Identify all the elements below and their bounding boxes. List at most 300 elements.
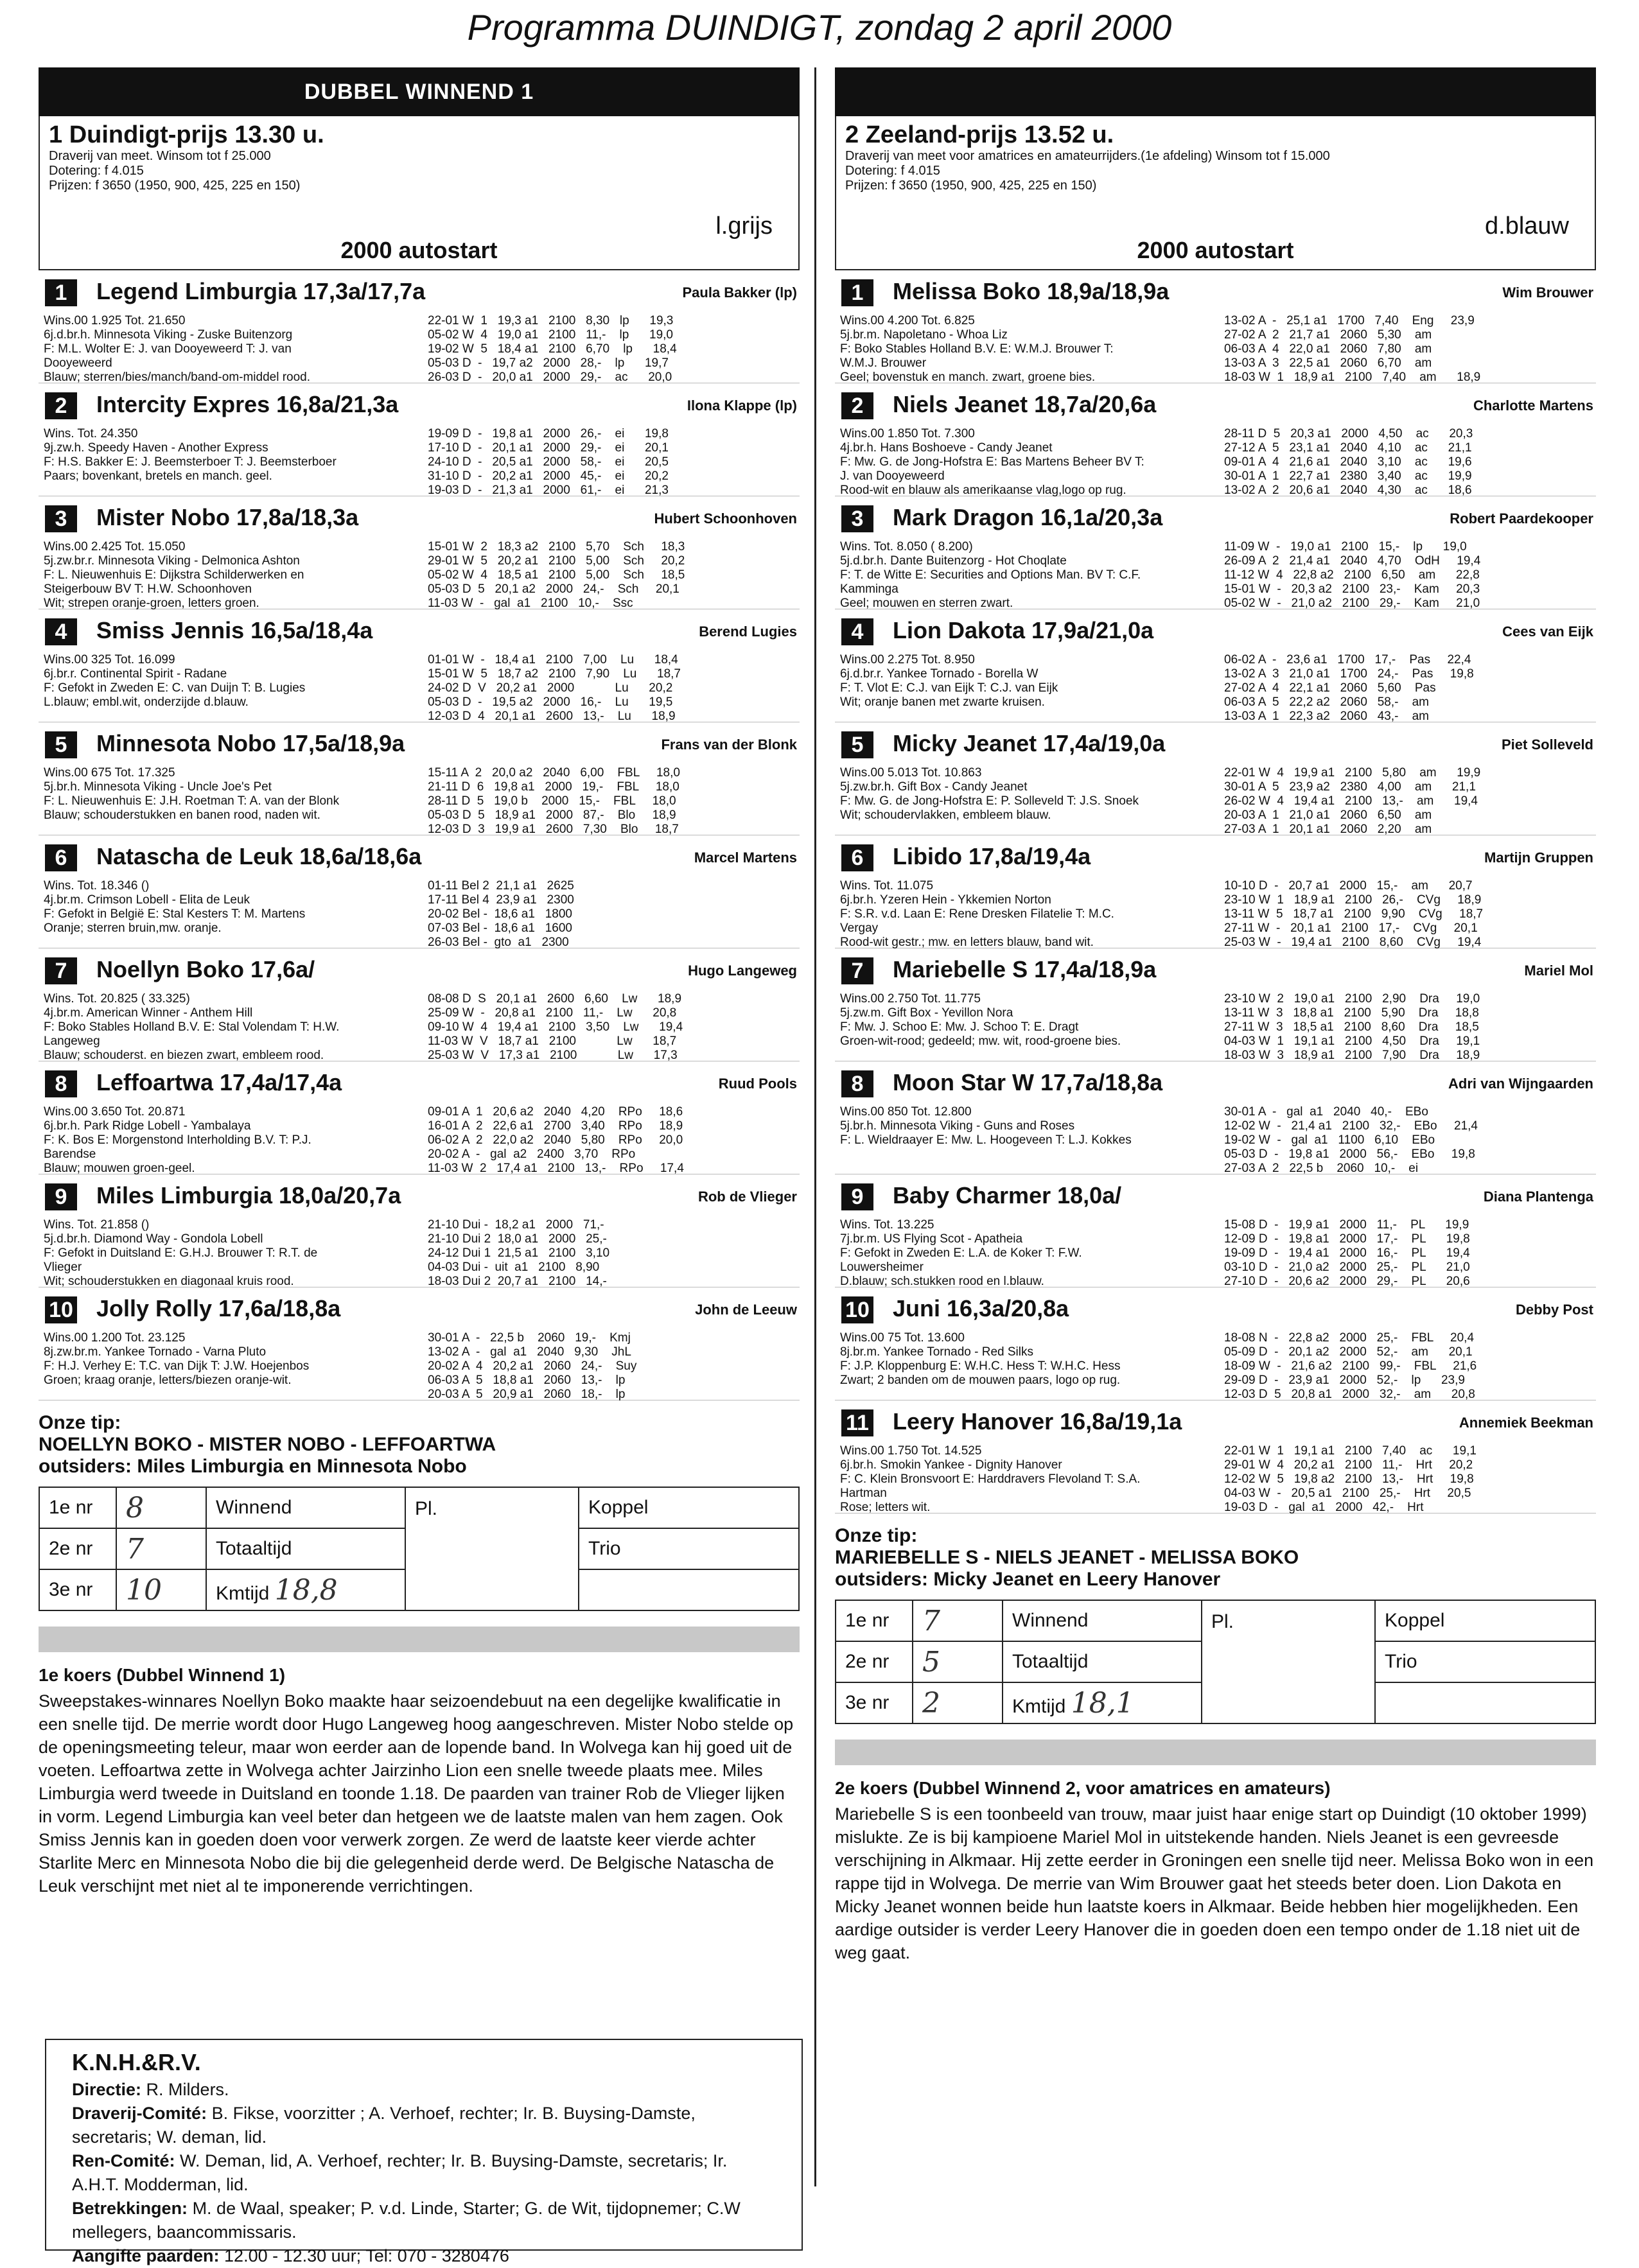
info-line: 5j.br.h. Minnesota Viking - Guns and Roses	[840, 1119, 1075, 1133]
results-table	[1224, 427, 1473, 498]
section-bar	[835, 67, 1596, 116]
result-row: 08-08 D S 20,1 a1 2600 6,60 Lw 18,9	[428, 992, 682, 1006]
horse-number: 1	[45, 279, 77, 306]
horse-info	[840, 540, 1219, 611]
horse-entry	[835, 1061, 1596, 1174]
horse-info	[44, 1105, 423, 1176]
info-line: 5j.zw.m. Gift Box - Yevillon Nora	[840, 1006, 1013, 1020]
info-line: Barendse	[44, 1147, 96, 1161]
horse-number: 3	[45, 505, 77, 532]
info-line: Rood-wit gestr.; mw. en letters blauw, band wit.	[840, 936, 1094, 949]
race-dotering: Dotering: f 4.015	[845, 164, 940, 178]
info-line: 9j.zw.h. Speedy Haven - Another Express	[44, 441, 268, 455]
result-row: 06-03 A 5 22,2 a2 2060 58,- am	[1224, 695, 1429, 709]
driver-name: Hubert Schoonhoven	[654, 510, 797, 527]
horse-number: 11	[841, 1409, 873, 1436]
bet-type: Winnend	[206, 1487, 405, 1528]
horse-entry	[835, 835, 1596, 948]
horse-entry	[835, 948, 1596, 1061]
info-line: Groen; kraag oranje, letters/biezen oranje-wit.	[44, 1374, 292, 1387]
horse-name: Juni 16,3a/20,8a	[893, 1295, 1069, 1322]
result-row: 28-11 D 5 19,0 b 2000 15,- FBL 18,0	[428, 794, 676, 808]
info-line: F: C. Klein Bronsvoort E: Harddravers Flevoland T: S.A.	[840, 1472, 1141, 1486]
driver-name: Rob de Vlieger	[697, 1189, 797, 1205]
empty-cell[interactable]	[579, 1569, 799, 1610]
handwritten-kmtijd: 18,8	[274, 1573, 338, 1607]
horse-entry	[835, 722, 1596, 835]
association-line	[72, 2102, 776, 2149]
driver-name: Ilona Klappe (lp)	[687, 397, 797, 414]
info-line: Wins.00 2.425 Tot. 15.050	[44, 540, 186, 554]
horse-number: 10	[45, 1296, 77, 1323]
horse-entry	[39, 270, 800, 383]
horse-info	[840, 992, 1219, 1049]
result-row: 27-03 A 1 20,1 a1 2060 2,20 am	[1224, 823, 1432, 836]
info-line: F: H.J. Verhey E: T.C. van Dijk T: J.W. Hoejenbos	[44, 1359, 310, 1373]
tip-picks: NOELLYN BOKO - MISTER NOBO - LEFFOARTWA	[39, 1434, 496, 1455]
line-label: Aangifte paarden:	[72, 2246, 220, 2265]
info-line: F: Gefokt in België E: Stal Kesters T: M. Martens	[44, 907, 306, 921]
race-condition: Draverij van meet voor amatrices en amateurrijders.(1e afdeling) Winsom tot f 15.000	[845, 149, 1330, 163]
bet-type: Koppel	[1375, 1600, 1595, 1641]
horse-entry	[39, 835, 800, 948]
info-line: 4j.br.m. American Winner - Anthem Hill	[44, 1006, 253, 1020]
result-row: 12-03 D 4 20,1 a1 2600 13,- Lu 18,9	[428, 710, 676, 723]
race-condition: Draverij van meet. Winsom tot f 25.000	[49, 149, 271, 163]
driver-name: Piet Solleveld	[1501, 737, 1593, 753]
result-row: 30-01 A - 22,5 b 2060 19,- Kmj	[428, 1331, 631, 1345]
handwritten-pick[interactable]: 7	[116, 1528, 206, 1569]
result-row: 06-03 A 4 22,0 a1 2060 7,80 am	[1224, 342, 1432, 356]
result-row: 26-03 Bel - gto a1 2300	[428, 936, 569, 949]
info-line: F: Mw. G. de Jong-Hofstra E: P. Solleveld T: J.S. Snoek	[840, 794, 1139, 808]
result-row: 05-02 W 4 18,5 a1 2100 5,00 Sch 18,5	[428, 568, 685, 582]
result-row: 01-11 Bel 2 21,1 a1 2625	[428, 879, 574, 893]
info-line: 4j.br.h. Hans Boshoeve - Candy Jeanet	[840, 441, 1053, 455]
line-text: M. de Waal, speaker; P. v.d. Linde, Starter; G. de Wit, tijdopnemer; C.W mellegers, baancommissaris.	[72, 2199, 741, 2242]
result-row: 31-10 D - 20,2 a1 2000 45,- ei 20,2	[428, 469, 669, 483]
result-row: 27-02 A 2 21,7 a1 2060 5,30 am	[1224, 328, 1432, 342]
horse-info	[840, 1444, 1219, 1515]
result-row: 25-03 W - 19,4 a1 2100 8,60 CVg 19,4	[1224, 936, 1482, 949]
results-table	[428, 314, 677, 385]
line-label: Draverij-Comité:	[72, 2104, 207, 2123]
horse-name: Niels Jeanet 18,7a/20,6a	[893, 391, 1157, 417]
result-row: 24-10 D - 20,5 a1 2000 58,- ei 20,5	[428, 455, 669, 469]
horse-name: Leffoartwa 17,4a/17,4a	[96, 1069, 342, 1095]
result-row: 05-03 D - 19,7 a2 2000 28,- lp 19,7	[428, 356, 669, 370]
horse-entry	[39, 1287, 800, 1400]
horse-number: 8	[841, 1070, 873, 1097]
result-row: 11-03 W - gal a1 2100 10,- Ssc	[428, 597, 633, 610]
info-line: Wins.00 4.200 Tot. 6.825	[840, 314, 975, 327]
result-row: 13-02 A - 25,1 a1 1700 7,40 Eng 23,9	[1224, 314, 1475, 327]
result-row: 21-11 D 6 19,8 a1 2000 19,- FBL 18,0	[428, 780, 679, 794]
horse-name: Leery Hanover 16,8a/19,1a	[893, 1408, 1182, 1435]
results-table	[428, 766, 680, 837]
info-line: Wins.00 675 Tot. 17.325	[44, 766, 175, 780]
info-line: Paars; bovenkant, bretels en manch. geel.	[44, 469, 272, 483]
results-table	[1224, 653, 1474, 724]
results-table	[1224, 314, 1480, 385]
left-column	[39, 67, 800, 1897]
horse-entry	[835, 1400, 1596, 1513]
result-row: 11-03 W 2 17,4 a1 2100 13,- RPo 17,4	[428, 1162, 684, 1175]
section-bar: DUBBEL WINNEND 1	[39, 67, 800, 116]
driver-name: Wim Brouwer	[1502, 284, 1593, 301]
info-line: F: J.P. Kloppenburg E: W.H.C. Hess T: W.H.C. Hess	[840, 1359, 1121, 1373]
handwritten-pick[interactable]: 10	[116, 1569, 206, 1610]
row-label: 3e nr	[39, 1569, 116, 1610]
line-label: Directie:	[72, 2080, 142, 2099]
result-row: 19-02 W 5 18,4 a1 2100 6,70 lp 18,4	[428, 342, 677, 356]
result-row: 03-10 D - 21,0 a2 2000 25,- PL 21,0	[1224, 1260, 1470, 1274]
driver-name: Diana Plantenga	[1483, 1189, 1593, 1205]
bet-form	[39, 1487, 800, 1611]
result-row: 06-02 A 2 22,0 a2 2040 5,80 RPo 20,0	[428, 1133, 683, 1147]
horse-name: Legend Limburgia 17,3a/17,7a	[96, 278, 426, 304]
result-row: 13-02 A 2 20,6 a1 2040 4,30 ac 18,6	[1224, 484, 1472, 497]
horse-info	[840, 1331, 1219, 1388]
results-table	[428, 1331, 636, 1402]
place-cell[interactable]	[1202, 1600, 1375, 1723]
result-row: 05-03 D - 19,8 a1 2000 56,- EBo 19,8	[1224, 1147, 1475, 1161]
result-row: 20-03 A 5 20,9 a1 2060 18,- lp	[428, 1388, 626, 1401]
result-row: 13-02 A - gal a1 2040 9,30 JhL	[428, 1345, 631, 1359]
commentary-title: 2e koers (Dubbel Winnend 2, voor amatrices en amateurs)	[835, 1778, 1331, 1798]
result-row: 13-11 W 3 18,8 a1 2100 5,90 Dra 18,8	[1224, 1006, 1479, 1020]
result-row: 20-03 A 1 21,0 a1 2060 6,50 am	[1224, 808, 1432, 822]
horse-list	[39, 270, 800, 1400]
info-line: 6j.br.h. Yzeren Hein - Ykkemien Norton	[840, 893, 1051, 907]
horse-name: Mariebelle S 17,4a/18,9a	[893, 956, 1157, 982]
result-row: 17-11 Bel 4 23,9 a1 2300	[428, 893, 574, 907]
result-row: 11-09 W - 19,0 a1 2100 15,- lp 19,0	[1224, 540, 1467, 554]
result-row: 12-03 D 5 20,8 a1 2000 32,- am 20,8	[1224, 1388, 1475, 1401]
results-table	[428, 427, 669, 498]
info-line: Hartman	[840, 1487, 887, 1500]
commentary-text: Sweepstakes-winnares Noellyn Boko maakte haar seizoendebuut na een degelijke kwalificatie in een snelle tijd. De merrie wordt door Hugo Langeweg hoog aangeschreven. Mister Nobo stelde op de openingsmeeting teleur, maar won eerder aan de lopende band. In Wolvega kan hij goed uit de voeten. Leffoartwa zette in Wolvega achter Jairzinho Lion een snelle tweede plaats mee. Miles Limburgia werd tweede in Duitsland en toonde 1.18. De paarden van trainer Rob de Vlieger lijken in vorm. Legend Limburgia kan veel beter dan hetgeen we de laatste malen van hem zagen. Ook Smiss Jennis kan in goeden doen voor verwerk zorgen. Ze werd de laatste keer vierde achter Starlite Merc en Minnesota Nobo die bij die gelegenheid derde werd. De Belgische Natascha de Leuk verschijnt met niet al te imponerende verrichtingen.	[39, 1691, 794, 1896]
info-line: D.blauw; sch.stukken rood en l.blauw.	[840, 1275, 1044, 1288]
result-row: 23-10 W 1 18,9 a1 2100 26,- CVg 18,9	[1224, 893, 1482, 907]
result-row: 19-09 D - 19,4 a1 2000 16,- PL 19,4	[1224, 1246, 1470, 1260]
driver-name: Frans van der Blonk	[661, 737, 797, 753]
horse-info	[44, 879, 423, 936]
info-line: Wins.00 1.750 Tot. 14.525	[840, 1444, 982, 1458]
info-line: Wins.00 850 Tot. 12.800	[840, 1105, 972, 1119]
result-row: 29-01 W 5 20,2 a1 2100 5,00 Sch 20,2	[428, 554, 685, 568]
horse-name: Moon Star W 17,7a/18,8a	[893, 1069, 1163, 1095]
info-line: Louwersheimer	[840, 1260, 924, 1274]
result-row: 25-03 W V 17,3 a1 2100 Lw 17,3	[428, 1049, 678, 1062]
result-row: 18-03 Dui 2 20,7 a1 2100 14,-	[428, 1275, 607, 1288]
info-line: 6j.br.h. Park Ridge Lobell - Yambalaya	[44, 1119, 251, 1133]
result-row: 20-02 Bel - 18,6 a1 1800	[428, 907, 572, 921]
results-table	[428, 1105, 684, 1176]
info-line: Wins. Tot. 13.225	[840, 1218, 934, 1232]
info-line: L.blauw; embl.wit, onderzijde d.blauw.	[44, 695, 249, 709]
horse-entry	[835, 609, 1596, 722]
result-row: 27-11 W - 20,1 a1 2100 17,- CVg 20,1	[1224, 921, 1478, 935]
info-line: Zwart; 2 banden om de mouwen paars, logo op rug.	[840, 1374, 1121, 1387]
result-row: 05-09 D - 20,1 a2 2000 52,- am 20,1	[1224, 1345, 1473, 1359]
result-row: 06-03 A 5 18,8 a1 2060 13,- lp	[428, 1374, 626, 1387]
bet-type: Winnend	[1003, 1600, 1202, 1641]
horse-entry	[835, 496, 1596, 609]
bet-type: Totaaltijd	[206, 1528, 405, 1569]
result-row: 12-09 D - 19,8 a1 2000 17,- PL 19,8	[1224, 1232, 1470, 1246]
info-line: Geel; mouwen en sterren zwart.	[840, 597, 1013, 610]
result-row: 30-01 A 5 23,9 a2 2380 4,00 am 21,1	[1224, 780, 1476, 794]
driver-name: Adri van Wijngaarden	[1448, 1076, 1593, 1092]
results-table	[1224, 1218, 1470, 1289]
info-line: Wins. Tot. 18.346 ()	[44, 879, 150, 893]
horse-name: Lion Dakota 17,9a/21,0a	[893, 617, 1154, 643]
result-row: 27-12 A 5 23,1 a1 2040 4,10 ac 21,1	[1224, 441, 1472, 455]
result-row: 15-01 W - 20,3 a2 2100 23,- Kam 20,3	[1224, 582, 1480, 596]
result-row: 19-03 D - gal a1 2000 42,- Hrt	[1224, 1501, 1424, 1514]
horse-number: 10	[841, 1296, 873, 1323]
association-box	[45, 2039, 803, 2265]
info-line: 7j.br.m. US Flying Scot - Apatheia	[840, 1232, 1023, 1246]
horse-number: 7	[841, 957, 873, 984]
info-line: Wit; strepen oranje-groen, letters groen.	[44, 597, 259, 610]
horse-number: 9	[45, 1183, 77, 1210]
result-row: 05-03 D 5 18,9 a1 2000 87,- Blo 18,9	[428, 808, 676, 822]
result-row: 06-02 A - 23,6 a1 1700 17,- Pas 22,4	[1224, 653, 1471, 667]
tip-label: Onze tip:	[39, 1412, 121, 1433]
bet-type: Trio	[579, 1528, 799, 1569]
horse-entry	[835, 270, 1596, 383]
handwritten-pick[interactable]: 7	[913, 1600, 1003, 1641]
result-row: 24-02 D V 20,2 a1 2000 Lu 20,2	[428, 681, 673, 695]
horse-info	[44, 540, 423, 611]
info-line: J. van Dooyeweerd	[840, 469, 945, 483]
result-row: 19-09 D - 19,8 a1 2000 26,- ei 19,8	[428, 427, 669, 441]
page-title: Programma DUINDIGT, zondag 2 april 2000	[467, 7, 1172, 48]
info-line: Geel; bovenstuk en manch. zwart, groene bies.	[840, 371, 1096, 384]
race-start: 2000 autostart	[1137, 237, 1294, 263]
horse-info	[44, 1331, 423, 1388]
association-title: K.N.H.&R.V.	[72, 2049, 201, 2075]
horse-info	[44, 766, 423, 823]
bet-type: Trio	[1375, 1641, 1595, 1682]
info-line: Groen-wit-rood; gedeeld; mw. wit, rood-groene bies.	[840, 1034, 1121, 1048]
place-label: Pl.	[415, 1498, 438, 1519]
race-color: d.blauw	[1485, 213, 1569, 240]
bet-type: Kmtijd	[216, 1582, 270, 1604]
horse-name: Natascha de Leuk 18,6a/18,6a	[96, 843, 422, 869]
info-line: Blauw; mouwen groen-geel.	[44, 1162, 195, 1175]
kmtijd-cell[interactable]	[206, 1569, 405, 1610]
horse-info	[44, 427, 423, 484]
result-row: 12-02 W 5 19,8 a2 2100 13,- Hrt 19,8	[1224, 1472, 1474, 1486]
result-row: 24-12 Dui 1 21,5 a1 2100 3,10	[428, 1246, 610, 1260]
info-line: Wins. Tot. 24.350	[44, 427, 138, 441]
info-line: F: L. Wieldraayer E: Mw. L. Hoogeveen T: L.J. Kokkes	[840, 1133, 1132, 1147]
info-line: Rood-wit en blauw als amerikaanse vlag,logo op rug.	[840, 484, 1126, 497]
result-row: 21-10 Dui - 18,2 a1 2000 71,-	[428, 1218, 604, 1232]
horse-info	[44, 314, 423, 385]
result-row: 25-09 W - 20,8 a1 2100 11,- Lw 20,8	[428, 1006, 677, 1020]
result-row: 09-10 W 4 19,4 a1 2100 3,50 Lw 19,4	[428, 1020, 683, 1034]
race-dotering: Dotering: f 4.015	[49, 164, 144, 178]
horse-info	[840, 314, 1219, 385]
horse-entry	[835, 1287, 1596, 1400]
association-line	[72, 2197, 776, 2244]
info-line: F: T. de Witte E: Securities and Options Man. BV T: C.F.	[840, 568, 1141, 582]
handwritten-pick[interactable]: 5	[913, 1641, 1003, 1682]
result-row: 04-03 Dui - uit a1 2100 8,90	[428, 1260, 600, 1274]
results-table	[1224, 1105, 1478, 1176]
info-line: 5j.zw.br.r. Minnesota Viking - Delmonica Ashton	[44, 554, 300, 568]
info-line: Blauw; schouderstukken en banen rood, naden wit.	[44, 808, 320, 822]
driver-name: Debby Post	[1515, 1302, 1593, 1318]
result-row: 15-08 D - 19,9 a1 2000 11,- PL 19,9	[1224, 1218, 1469, 1232]
bet-type: Totaaltijd	[1003, 1641, 1202, 1682]
result-row: 05-02 W - 21,0 a2 2100 29,- Kam 21,0	[1224, 597, 1480, 610]
result-row: 15-01 W 5 18,7 a2 2100 7,90 Lu 18,7	[428, 667, 681, 681]
result-row: 13-11 W 5 18,7 a1 2100 9,90 CVg 18,7	[1224, 907, 1484, 921]
result-row: 15-11 A 2 20,0 a2 2040 6,00 FBL 18,0	[428, 766, 680, 780]
info-line: Wins.00 1.850 Tot. 7.300	[840, 427, 975, 441]
place-cell[interactable]	[405, 1487, 579, 1610]
info-line: 5j.d.br.h. Diamond Way - Gondola Lobell	[44, 1232, 263, 1246]
horse-entry	[39, 383, 800, 496]
horse-number: 5	[45, 731, 77, 758]
info-line: F: L. Nieuwenhuis E: J.H. Roetman T: A. van der Blonk	[44, 794, 340, 808]
race-color: l.grijs	[715, 213, 773, 240]
info-line: F: Gefokt in Zweden E: C. van Duijn T: B. Lugies	[44, 681, 306, 695]
result-row: 19-03 D - 21,3 a1 2000 61,- ei 21,3	[428, 484, 669, 497]
result-row: 18-08 N - 22,8 a2 2000 25,- FBL 20,4	[1224, 1331, 1475, 1345]
result-row: 13-03 A 1 22,3 a2 2060 43,- am	[1224, 710, 1429, 723]
horse-name: Micky Jeanet 17,4a/19,0a	[893, 730, 1166, 756]
info-line: F: S.R. v.d. Laan E: Rene Dresken Filatelie T: M.C.	[840, 907, 1114, 921]
horse-entry	[39, 722, 800, 835]
horse-list	[835, 270, 1596, 1513]
horse-name: Libido 17,8a/19,4a	[893, 843, 1091, 869]
result-row: 04-03 W 1 19,1 a1 2100 4,50 Dra 19,1	[1224, 1034, 1480, 1048]
driver-name: Martijn Gruppen	[1484, 850, 1593, 866]
info-line: Wins. Tot. 21.858 ()	[44, 1218, 150, 1232]
result-row: 30-01 A - gal a1 2040 40,- EBo	[1224, 1105, 1428, 1119]
horse-entry	[39, 496, 800, 609]
info-line: Oranje; sterren bruin,mw. oranje.	[44, 921, 222, 935]
empty-cell[interactable]	[1375, 1682, 1595, 1723]
horse-entry	[39, 1061, 800, 1174]
info-line: F: Mw. G. de Jong-Hofstra E: Bas Martens Beheer BV T:	[840, 455, 1144, 469]
line-text: W. Deman, lid, A. Verhoef, rechter; Ir. B. Buysing-Damste, secretaris; Ir. A.H.T. Modderman, lid.	[72, 2151, 728, 2194]
info-line: Blauw; schouderst. en biezen zwart, embleem rood.	[44, 1049, 324, 1062]
race-prizes: Prijzen: f 3650 (1950, 900, 425, 225 en 150)	[845, 179, 1097, 193]
handwritten-pick[interactable]: 8	[116, 1487, 206, 1528]
bet-type: Kmtijd	[1012, 1695, 1066, 1717]
result-row: 12-03 D 3 19,9 a1 2600 7,30 Blo 18,7	[428, 823, 679, 836]
driver-name: Marcel Martens	[694, 850, 797, 866]
horse-info	[44, 1218, 423, 1289]
result-row: 19-02 W - gal a1 1100 6,10 EBo	[1224, 1133, 1435, 1147]
info-line: Wit; schoudervlakken, embleem blauw.	[840, 808, 1051, 822]
driver-name: Berend Lugies	[699, 624, 797, 640]
results-table	[1224, 879, 1483, 950]
driver-name: John de Leeuw	[695, 1302, 797, 1318]
driver-name: Hugo Langeweg	[688, 963, 797, 979]
horse-name: Smiss Jennis 16,5a/18,4a	[96, 617, 373, 643]
info-line: 4j.br.m. Crimson Lobell - Elita de Leuk	[44, 893, 250, 907]
info-line: 6j.d.br.r. Yankee Tornado - Borella W	[840, 667, 1039, 681]
place-label: Pl.	[1211, 1611, 1234, 1632]
driver-name: Ruud Pools	[718, 1076, 797, 1092]
horse-entry	[835, 383, 1596, 496]
info-line: Langeweg	[44, 1034, 100, 1048]
driver-name: Mariel Mol	[1524, 963, 1593, 979]
horse-number: 9	[841, 1183, 873, 1210]
result-row: 11-12 W 4 22,8 a2 2100 6,50 am 22,8	[1224, 568, 1480, 582]
info-line: Vlieger	[44, 1260, 82, 1274]
horse-number: 8	[45, 1070, 77, 1097]
result-row: 16-01 A 2 22,6 a1 2700 3,40 RPo 18,9	[428, 1119, 683, 1133]
race-title: 2 Zeeland-prijs 13.52 u.	[845, 121, 1114, 148]
horse-info	[840, 1218, 1219, 1289]
info-line: 8j.zw.br.m. Yankee Tornado - Varna Pluto	[44, 1345, 267, 1359]
result-row: 20-02 A 4 20,2 a1 2060 24,- Suy	[428, 1359, 637, 1373]
horse-info	[840, 653, 1219, 710]
horse-info	[840, 766, 1219, 823]
result-row: 26-09 A 2 21,4 a1 2040 4,70 OdH 19,4	[1224, 554, 1481, 568]
line-text: B. Fikse, voorzitter ; A. Verhoef, rechter; Ir. B. Buysing-Damste, secretaris; W. deman, lid.	[72, 2104, 696, 2147]
grey-band	[835, 1740, 1596, 1765]
result-row: 26-02 W 4 19,4 a1 2100 13,- am 19,4	[1224, 794, 1478, 808]
kmtijd-cell[interactable]	[1003, 1682, 1202, 1723]
info-line: 5j.d.br.h. Dante Buitenzorg - Hot Choqlate	[840, 554, 1067, 568]
driver-name: Paula Bakker (lp)	[682, 284, 797, 301]
info-line: F: T. Vlot E: C.J. van Eijk T: C.J. van Eijk	[840, 681, 1058, 695]
horse-info	[840, 879, 1219, 950]
result-row: 01-01 W - 18,4 a1 2100 7,00 Lu 18,4	[428, 653, 678, 667]
info-line: Wins.00 3.650 Tot. 20.871	[44, 1105, 186, 1119]
info-line: W.M.J. Brouwer	[840, 356, 927, 370]
horse-number: 5	[841, 731, 873, 758]
info-line: F: L. Nieuwenhuis E: Dijkstra Schilderwerken en	[44, 568, 304, 582]
horse-number: 6	[45, 844, 77, 871]
results-table	[428, 540, 685, 611]
info-line: Steigerbouw BV T: H.W. Schoonhoven	[44, 582, 252, 596]
horse-number: 4	[841, 618, 873, 645]
line-text: 12.00 - 12.30 uur; Tel: 070 - 3280476	[219, 2246, 509, 2265]
handwritten-pick[interactable]: 2	[913, 1682, 1003, 1723]
driver-name: Charlotte Martens	[1473, 397, 1593, 414]
race-header	[39, 116, 800, 270]
info-line: 6j.br.h. Smokin Yankee - Dignity Hanover	[840, 1458, 1062, 1472]
horse-name: Intercity Expres 16,8a/21,3a	[96, 391, 399, 417]
horse-number: 2	[841, 392, 873, 419]
right-column	[835, 67, 1596, 1964]
result-row: 26-03 D - 20,0 a1 2000 29,- ac 20,0	[428, 371, 672, 384]
info-line: F: Boko Stables Holland B.V. E: W.M.J. Brouwer T:	[840, 342, 1114, 356]
tip-picks: MARIEBELLE S - NIELS JEANET - MELISSA BOKO	[835, 1547, 1299, 1568]
info-line: 5j.zw.br.h. Gift Box - Candy Jeanet	[840, 780, 1028, 794]
horse-name: Miles Limburgia 18,0a/20,7a	[96, 1182, 401, 1208]
info-line: F: Mw. J. Schoo E: Mw. J. Schoo T: E. Dragt	[840, 1020, 1079, 1034]
result-row: 07-03 Bel - 18,6 a1 1600	[428, 921, 572, 935]
result-row: 20-02 A - gal a2 2400 3,70 RPo	[428, 1147, 636, 1161]
bet-form	[835, 1600, 1596, 1724]
row-label: 2e nr	[39, 1528, 116, 1569]
info-line: F: Gefokt in Duitsland E: G.H.J. Brouwer T: R.T. de	[44, 1246, 318, 1260]
info-line: Kamminga	[840, 582, 898, 596]
info-line: Blauw; sterren/bies/manch/band-om-middel rood.	[44, 371, 311, 384]
